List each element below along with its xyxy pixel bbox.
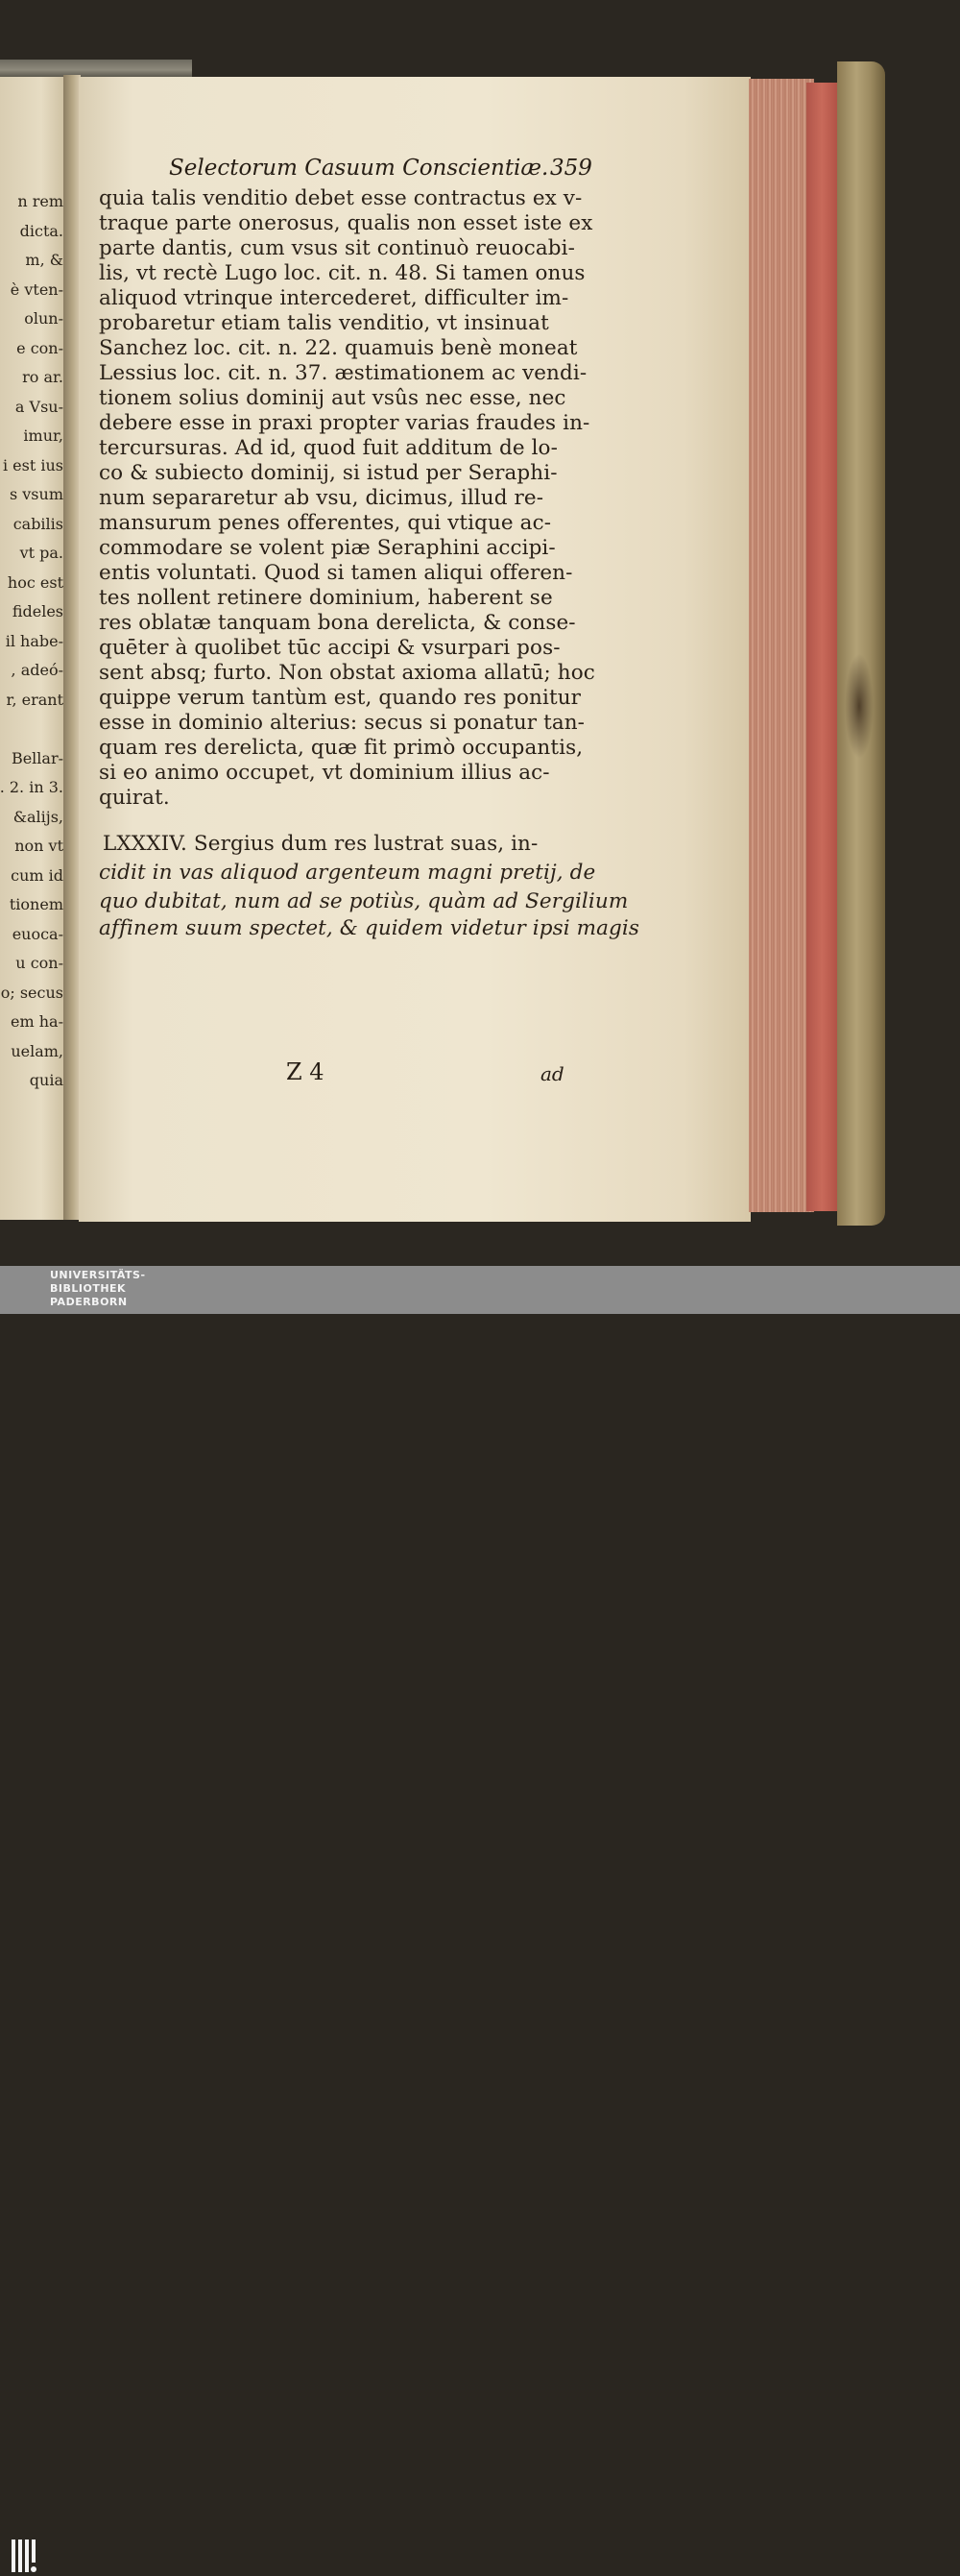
- footer-line-2: BIBLIOTHEK: [50, 1282, 127, 1295]
- book-photograph: [0, 0, 960, 1266]
- body-line: res oblatæ tanquam bona derelicta, & conse-: [99, 611, 576, 635]
- left-page-fragment: dicta.: [19, 221, 63, 240]
- body-line: sent absq; furto. Non obstat axioma allatū; hoc: [99, 661, 595, 685]
- left-page-fragment: e con-: [16, 338, 63, 357]
- left-page-fragment: m, &: [25, 251, 63, 269]
- body-line: lis, vt rectè Lugo loc. cit. n. 48. Si tamen onus: [99, 261, 586, 285]
- body-line: quēter à quolibet tūc accipi & vsurpari pos-: [99, 636, 561, 660]
- left-page-fragment: il habe-: [5, 631, 63, 650]
- body-line: esse in dominio alterius: secus si ponatur tan-: [99, 711, 586, 735]
- page-number: 359: [550, 156, 592, 181]
- body-line: quippe verum tantùm est, quando res ponitur: [99, 686, 582, 710]
- book-cover-edge: [0, 60, 192, 77]
- left-page-fragment: em ha-: [11, 1012, 63, 1031]
- left-page-fragment: fideles: [12, 602, 63, 620]
- body-line: probaretur etiam talis venditio, vt insinuat: [99, 311, 549, 335]
- body-line: co & subiecto dominij, si istud per Seraphi-: [99, 461, 558, 485]
- left-page-fragment: euoca-: [12, 924, 63, 943]
- left-page-fragment: tionem: [9, 895, 63, 913]
- body-line: quia talis venditio debet esse contractus ex v-: [99, 186, 583, 210]
- left-page-fragment: olun-: [24, 309, 63, 328]
- left-page-fragment: i est ius: [2, 455, 63, 474]
- body-line: traque parte onerosus, qualis non esset iste ex: [99, 211, 593, 235]
- left-page-fragment: quia: [29, 1071, 63, 1089]
- body-line: quirat.: [99, 786, 170, 810]
- left-page-fragment: uelam,: [11, 1041, 63, 1060]
- library-logo-icon: [8, 2536, 42, 2576]
- left-page-fragment: non vt: [14, 837, 63, 855]
- body-line: tercursuras. Ad id, quod fuit additum de lo-: [99, 436, 558, 460]
- body-line: LXXXIV. Sergius dum res lustrat suas, in-: [103, 832, 539, 856]
- left-page-fragment: imur,: [23, 426, 63, 445]
- left-page-fragment: cabilis: [12, 514, 63, 533]
- left-page-fragment: u con-: [15, 954, 63, 972]
- body-line: tes nollent retinere dominium, haberent se: [99, 586, 553, 610]
- body-line: aliquod vtrinque intercederet, difficulter im-: [99, 286, 569, 310]
- body-line: num separaretur ab vsu, dicimus, illud re-: [99, 486, 544, 510]
- signature-mark: Z 4: [286, 1058, 324, 1085]
- spine-stain: [845, 653, 874, 759]
- left-page-fragment: ro ar.: [22, 368, 63, 386]
- left-page-fragment: n rem: [17, 192, 63, 210]
- left-page-fragment: r, erant: [6, 690, 63, 709]
- body-line: debere esse in praxi propter varias fraudes in-: [99, 411, 590, 435]
- body-line: quo dubitat, num ad se potiùs, quàm ad Sergilium: [99, 889, 629, 913]
- left-page-fragment: Bellar-: [11, 748, 63, 767]
- left-page-fragment: &alijs,: [12, 807, 63, 826]
- body-line: parte dantis, cum vsus sit continuò reuocabi-: [99, 236, 575, 260]
- body-line: entis voluntati. Quod si tamen aliqui offeren-: [99, 561, 573, 585]
- left-page-fragment: a Vsu-: [14, 397, 63, 416]
- left-page-fragment: cum id: [11, 865, 63, 885]
- left-page-fragment: , adeó-: [11, 661, 63, 679]
- body-line: tionem solius dominij aut vsûs nec esse, nec: [99, 386, 566, 410]
- body-line: quam res derelicta, quæ fit primò occupantis,: [99, 736, 584, 760]
- page-edges: [749, 79, 814, 1212]
- catchword: ad: [540, 1062, 564, 1085]
- body-line: si eo animo occupet, vt dominium illius ac-: [99, 761, 550, 785]
- running-head: Selectorum Casuum Conscientiæ.: [169, 156, 549, 181]
- body-line: commodare se volent piæ Seraphini accipi-: [99, 536, 556, 560]
- left-page-fragment: hoc est: [7, 572, 63, 592]
- body-line: cidit in vas aliquod argenteum magni pretij, de: [99, 861, 596, 885]
- left-page-fragment: s vsum: [9, 485, 63, 503]
- page-header: [169, 152, 591, 186]
- left-page-fragment: o; secus: [0, 983, 63, 1002]
- body-line: Lessius loc. cit. n. 37. æstimationem ac vendi-: [99, 361, 588, 385]
- footer-line-3: PADERBORN: [50, 1296, 128, 1308]
- body-line: Sanchez loc. cit. n. 22. quamuis benè moneat: [99, 336, 578, 360]
- left-page-fragment: è vten-: [10, 279, 63, 299]
- book-spine: [837, 61, 885, 1226]
- footer-line-1: UNIVERSITÄTS-: [50, 1269, 146, 1281]
- body-line: affinem suum spectet, & quidem videtur ipsi magis: [99, 916, 640, 940]
- library-footer-bar: [0, 1266, 960, 1314]
- body-line: mansurum penes offerentes, qui vtique ac-: [99, 511, 552, 535]
- left-page-fragment: . 2. in 3.: [0, 778, 63, 796]
- left-page-fragment: vt pa.: [19, 544, 63, 562]
